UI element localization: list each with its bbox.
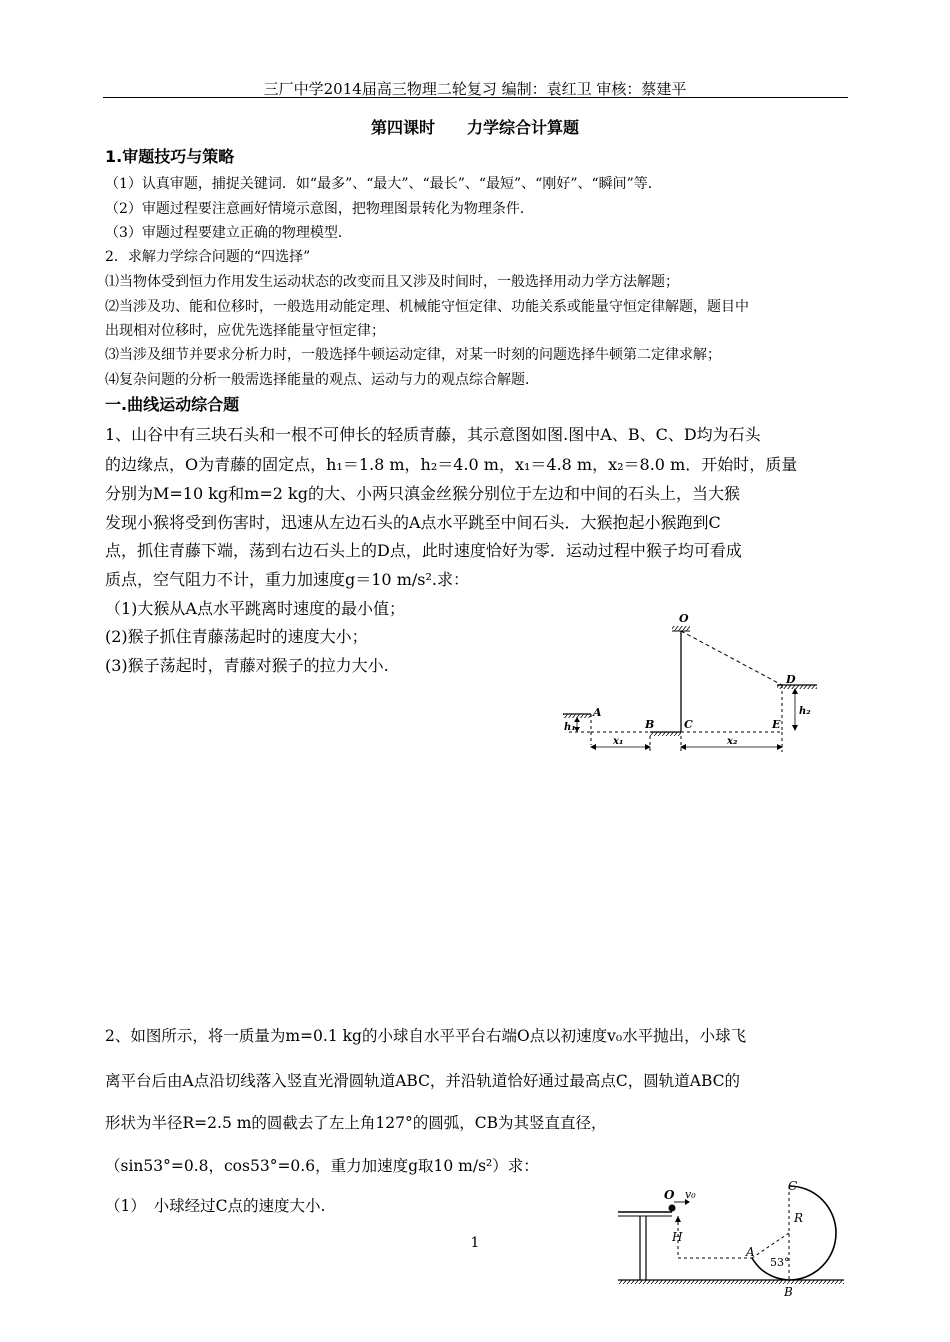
strategy-line-7: 出现相对位移时，应优先选择能量守恒定律； (105, 323, 385, 339)
problem1-question-1: （1)大猴从A点水平跳离时速度的最小值； (105, 599, 405, 618)
label-A: A (746, 1245, 755, 1259)
problem2-line-4: （sin53°=0.8，cos53°=0.6，重力加速度g取10 m/s²）求： (105, 1157, 539, 1175)
label-B: B (784, 1285, 793, 1298)
strategy-line-2: （2）审题过程要注意画好情境示意图，把物理图景转化为物理条件． (105, 201, 534, 217)
problem1-line-3: 分别为M=10 kg和m=2 kg的大、小两只滇金丝猴分别位于左边和中间的石头上，当大猴 (105, 484, 740, 503)
anchor-hatch (672, 626, 690, 631)
label-H: H (672, 1230, 683, 1244)
strategy-line-3: （3）审题过程要建立正确的物理模型． (105, 225, 352, 241)
label-E: E (772, 718, 781, 731)
monkey-vine-diagram (555, 610, 825, 760)
strategy-line-9: ⑷复杂问题的分析一般需选择能量的观点、运动与力的观点综合解题． (105, 372, 539, 388)
section2-heading: 一.曲线运动综合题 (105, 395, 240, 414)
label-h2: h₂ (799, 706, 811, 717)
problem1-line-6: 质点，空气阻力不计，重力加速度g＝10 m/s².求： (105, 570, 469, 589)
label-angle: 53° (770, 1256, 790, 1269)
problem1-line-4: 发现小猴将受到伤害时，迅速从左边石头的A点水平跳至中间石头．大猴抱起小猴跑到C (105, 513, 721, 532)
header-rule (103, 97, 848, 98)
problem1-line-1: 1、山谷中有三块石头和一根不可伸长的轻质青藤，其示意图如图.图中A、B、C、D均为石头 (105, 425, 761, 444)
label-B: B (645, 718, 655, 731)
strategy-line-8: ⑶当涉及细节并要求分析力时，一般选择牛顿运动定律，对某一时刻的问题选择牛顿第二定律求解； (105, 347, 721, 363)
problem1-line-5: 点，抓住青藤下端，荡到右边石头上的D点，此时速度恰好为零．运动过程中猴子均可看成 (105, 541, 742, 560)
label-C: C (684, 718, 693, 731)
label-v0: v₀ (685, 1188, 696, 1201)
label-O: O (679, 612, 689, 625)
problem2-line-1: 2、如图所示，将一质量为m=0.1 kg的小球自水平平台右端O点以初速度v₀水平抛出，小球飞 (105, 1027, 747, 1045)
lesson-title: 第四课时 力学综合计算题 (370, 118, 579, 137)
label-x1: x₁ (613, 736, 624, 747)
section1-heading: 1.审题技巧与策略 (105, 147, 235, 166)
ball (669, 1205, 676, 1212)
label-A: A (593, 706, 602, 719)
page-header: 三厂中学2014届高三物理二轮复习 编制：袁红卫 审核：蔡建平 (263, 80, 687, 98)
problem2-line-2: 离平台后由A点沿切线落入竖直光滑圆轨道ABC，并沿轨道恰好通过最高点C，圆轨道ABC的 (105, 1072, 741, 1090)
problem2-line-3: 形状为半径R=2.5 m的圆截去了左上角127°的圆弧，CB为其竖直直径， (105, 1114, 607, 1132)
label-D: D (786, 673, 796, 686)
strategy-line-5: ⑴当物体受到恒力作用发生运动状态的改变而且又涉及时间时，一般选择用动力学方法解题； (105, 274, 679, 290)
strategy-line-4: 2．求解力学综合问题的“四选择” (105, 249, 311, 265)
label-C: C (788, 1179, 798, 1193)
label-R: R (794, 1211, 804, 1225)
strategy-line-6: ⑵当涉及功、能和位移时，一般选用动能定理、机械能守恒定律、功能关系或能量守恒定律解题，题目中 (105, 299, 749, 315)
label-h1: h₁ (564, 722, 576, 733)
problem1-question-2: (2)猴子抓住青藤荡起时的速度大小； (105, 627, 368, 646)
page-number: 1 (470, 1235, 480, 1251)
vine-swing-path (681, 631, 782, 685)
problem1-line-2: 的边缘点，O为青藤的固定点，h₁＝1.8 m，h₂＝4.0 m，x₁＝4.8 m，x₂＝8.0 m．开始时，质量 (105, 455, 798, 474)
problem1-question-3: (3)猴子荡起时，青藤对猴子的拉力大小. (105, 656, 389, 675)
label-x2: x₂ (727, 736, 738, 747)
strategy-line-1: （1）认真审题，捕捉关键词．如“最多”、“最大”、“最长”、“最短”、“刚好”、“瞬间”等． (105, 176, 662, 192)
label-O: O (664, 1188, 675, 1202)
problem2-question-1: （1） 小球经过C点的速度大小. (105, 1197, 326, 1215)
